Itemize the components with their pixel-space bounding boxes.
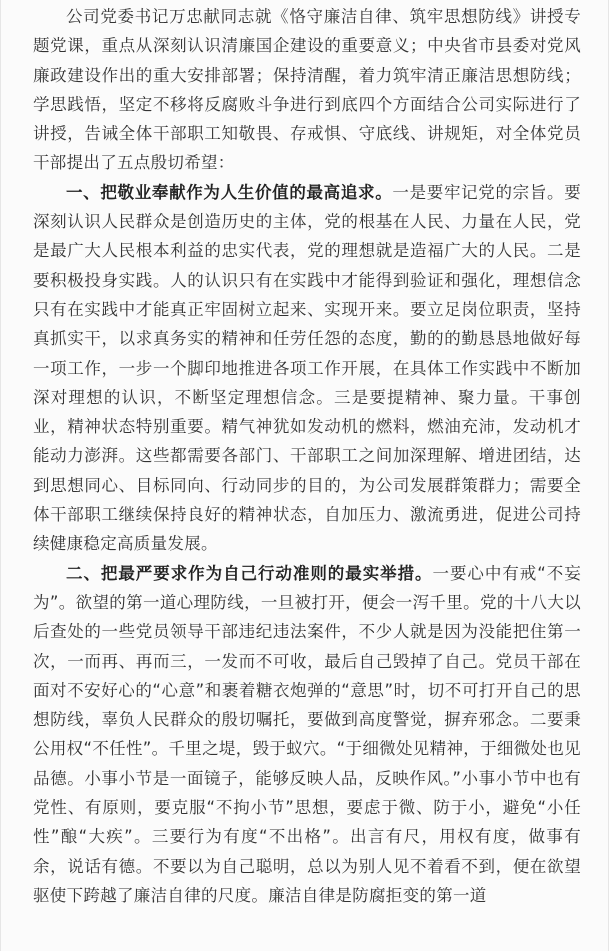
section-2-paragraph [33,559,581,911]
article-body [33,2,581,910]
section-2-body: 一要心中有戒“不妄为”。欲望的第一道心理防线，一旦被打开，便会一泻千里。党的十八大以后查处的一些党员领导干部违纪违法案件，不少人就是因为没能把住第一次，一而再、再而三，一发而不可收，最后自己毁掉了自己。党员干部在面对不安好心的“心意”和裹着糖衣炮弹的“意思”时，切不可打开自己的思想防线，辜负人民群众的殷切嘱托，要做到高度警觉，摒弃邪念。二要秉公用权“不任性”。千里之堤，毁于蚁穴。“于细微处见精神，于细微处也见品德。小事小节是一面镜子，能够反映人品，反映作风。”小事小节中也有党性、有原则，要克服“不拘小节”思想，要虑于微、防于小，避免“小任性”酿“大疾”。三要行为有度“不出格”。出言有尺，用权有度，做事有余，说话有德。不要以为自己聪明，总以为别人见不着看不到，便在欲望驱使下跨越了廉洁自律的尺度。廉洁自律是防腐拒变的第一道 [33,563,581,905]
section-1-paragraph [33,178,581,559]
intro-text: 公司党委书记万忠献同志就《恪守廉洁自律、筑牢思想防线》讲授专题党课，重点从深刻认识清廉国企建设的重要意义；中央省市县委对党风廉政建设作出的重大安排部署；保持清醒，着力筑牢清正廉洁思想防线；学思践悟，坚定不移将反腐败斗争进行到底四个方面结合公司实际进行了讲授，告诫全体干部职工知敬畏、存戒惧、守底线、讲规矩，对全体党员干部提出了五点殷切希望： [33,7,581,173]
section-1-body: 一是要牢记党的宗旨。要深刻认识人民群众是创造历史的主体，党的根基在人民、力量在人民，党是最广大人民根本利益的忠实代表，党的理想就是造福广大的人民。二是要积极投身实践。人的认识只有在实践中才能得到验证和强化，理想信念只有在实践中才能真正牢固树立起来、实现开来。要立足岗位职责，坚持真抓实干，以求真务实的精神和任劳任怨的态度，勤的的勤恳恳地做好每一项工作，一步一个脚印地推进各项工作开展，在具体工作实践中不断加深对理想的认识，不断坚定理想信念。三是要提精神、聚力量。干事创业，精神状态特别重要。精气神犹如发动机的燃料，燃油充沛，发动机才能动力澎湃。这些都需要各部门、干部职工之间加深理解、增进团结，达到思想同心、目标同向、行动同步的目的，为公司发展群策群力；需要全体干部职工继续保持良好的精神状态，自加压力、激流勇进，促进公司持续健康稳定高质量发展。 [33,182,581,554]
section-2-heading: 二、把最严要求作为自己行动准则的最实举措。 [66,563,433,583]
intro-paragraph [33,2,581,178]
section-1-heading: 一、把敬业奉献作为人生价值的最高追求。 [66,182,393,202]
